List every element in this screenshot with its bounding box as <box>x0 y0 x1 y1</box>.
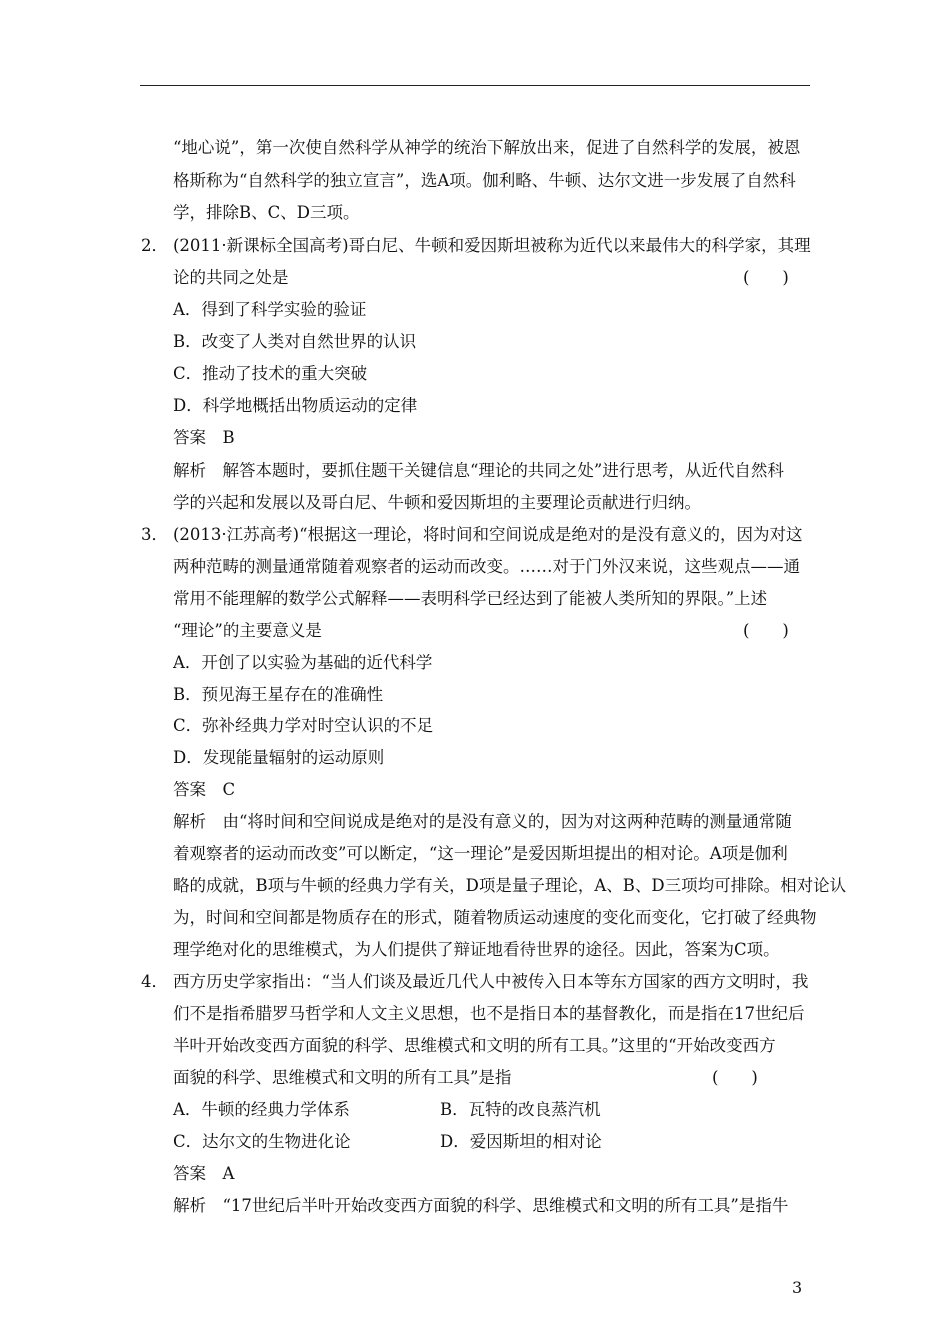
option-d: D．爱因斯坦的相对论 <box>440 1132 602 1151</box>
analysis-line: 为，时间和空间都是物质存在的形式，随着物质运动速度的变化而变化，它打破了经典物 <box>173 908 817 927</box>
option-a: A．开创了以实验为基础的近代科学 <box>173 653 433 672</box>
question-number: 3． <box>141 525 168 544</box>
answer-blank: ( ) <box>743 268 789 287</box>
option-b: B．改变了人类对自然世界的认识 <box>173 332 417 351</box>
question-stem-line: (2011·新课标全国高考)哥白尼、牛顿和爱因斯坦被称为近代以来最伟大的科学家，其理 <box>173 236 811 255</box>
question-stem-line: (2013·江苏高考)“根据这一理论，将时间和空间说成是绝对的是没有意义的，因为对这 <box>173 525 803 544</box>
option-d: D．发现能量辐射的运动原则 <box>173 748 385 767</box>
option-c: C．达尔文的生物进化论 <box>173 1132 351 1151</box>
option-c: C．推动了技术的重大突破 <box>173 364 368 383</box>
analysis-line: 解析 解答本题时，要抓住题干关键信息“理论的共同之处”进行思考，从近代自然科 <box>173 461 784 480</box>
answer-line: 答案 A <box>173 1164 235 1183</box>
option-b: B．瓦特的改良蒸汽机 <box>440 1100 601 1119</box>
analysis-line: 学的兴起和发展以及哥白尼、牛顿和爱因斯坦的主要理论贡献进行归纳。 <box>173 493 701 512</box>
continuation-line: “地心说”，第一次使自然科学从神学的统治下解放出来，促进了自然科学的发展，被恩 <box>173 138 801 157</box>
question-stem-line: “理论”的主要意义是 <box>173 621 322 640</box>
analysis-line: 略的成就，B项与牛顿的经典力学有关，D项是量子理论，A、B、D三项均可排除。相对论认 <box>173 876 847 895</box>
question-stem-line: 两种范畴的测量通常随着观察者的运动而改变。……对于门外汉来说，这些观点——通 <box>173 557 800 576</box>
option-b: B．预见海王星存在的准确性 <box>173 685 384 704</box>
question-stem-line: 们不是指希腊罗马哲学和人文主义思想，也不是指日本的基督教化，而是指在17世纪后 <box>173 1004 805 1023</box>
analysis-line: 着观察者的运动而改变”可以断定，“这一理论”是爱因斯坦提出的相对论。A项是伽利 <box>173 844 788 863</box>
question-stem-line: 常用不能理解的数学公式解释——表明科学已经达到了能被人类所知的界限。”上述 <box>173 589 768 608</box>
question-stem-line: 西方历史学家指出：“当人们谈及最近几代人中被传入日本等东方国家的西方文明时，我 <box>173 972 809 991</box>
page-number: 3 <box>792 1278 803 1297</box>
option-a: A．牛顿的经典力学体系 <box>173 1100 350 1119</box>
question-number: 2． <box>141 236 168 255</box>
analysis-line: 理学绝对化的思维模式，为人们提供了辩证地看待世界的途径。因此，答案为C项。 <box>173 940 780 959</box>
answer-line: 答案 C <box>173 780 236 799</box>
question-stem-line: 面貌的科学、思维模式和文明的所有工具”是指 <box>173 1068 512 1087</box>
option-d: D．科学地概括出物质运动的定律 <box>173 396 418 415</box>
option-a: A．得到了科学实验的验证 <box>173 300 367 319</box>
question-stem-line: 论的共同之处是 <box>173 268 289 287</box>
answer-line: 答案 B <box>173 428 235 447</box>
analysis-line: 解析 “17世纪后半叶开始改变西方面貌的科学、思维模式和文明的所有工具”是指牛 <box>173 1196 789 1215</box>
continuation-line: 格斯称为“自然科学的独立宣言”，选A项。伽利略、牛顿、达尔文进一步发展了自然科 <box>173 171 796 190</box>
analysis-line: 解析 由“将时间和空间说成是绝对的是没有意义的，因为对这两种范畴的测量通常随 <box>173 812 792 831</box>
question-stem-line: 半叶开始改变西方面貌的科学、思维模式和文明的所有工具。”这里的“开始改变西方 <box>173 1036 776 1055</box>
continuation-line: 学，排除B、C、D三项。 <box>173 203 360 222</box>
header-rule <box>140 85 810 86</box>
answer-blank: ( ) <box>712 1068 758 1087</box>
answer-blank: ( ) <box>743 621 789 640</box>
option-c: C．弥补经典力学对时空认识的不足 <box>173 716 434 735</box>
question-number: 4． <box>141 972 168 991</box>
